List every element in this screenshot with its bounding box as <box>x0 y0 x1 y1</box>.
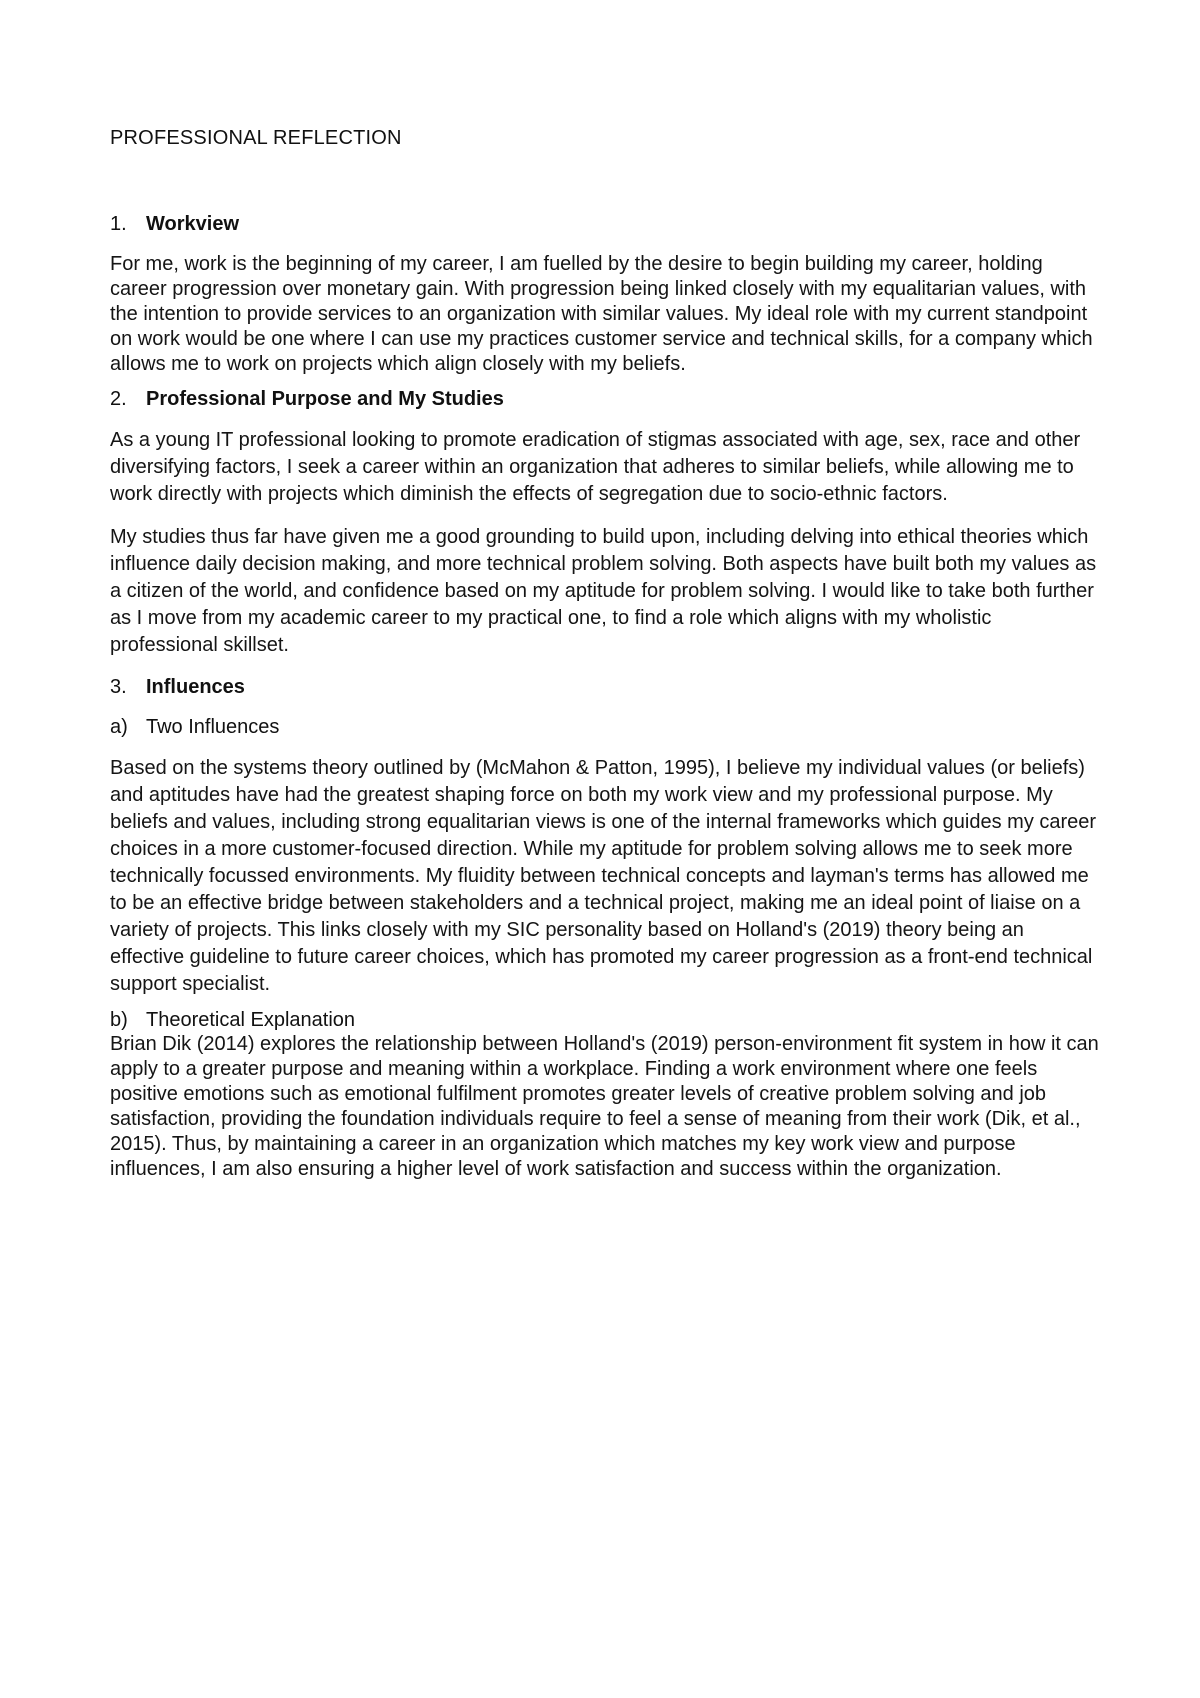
section-heading-professional-purpose <box>110 387 1110 411</box>
workview-paragraph: For me, work is the beginning of my career, I am fuelled by the desire to begin building my career, holding career progression over monetary gain. With progression being linked closely with my equalitarian values, with the intention to provide services to an organization with similar values. My ideal role with my current standpoint on work would be one where I can use my practices customer service and technical skills, for a company which allows me to work on projects which align closely with my beliefs. <box>110 253 1093 375</box>
professional-purpose-paragraph: As a young IT professional looking to promote eradication of stigmas associated with age, sex, race and other diversifying factors, I seek a career within an organization that adheres to similar beliefs, while allowing me to work directly with projects which diminish the effects of segregation due to socio-ethnic factors. <box>110 429 1081 505</box>
theoretical-explanation-paragraph: Brian Dik (2014) explores the relationship between Holland's (2019) person-environment fit system in how it can apply to a greater purpose and meaning within a workplace. Finding a work environment where one feels positive emotions such as emotional fulfilment promotes greater levels of creative problem solving and job satisfaction, providing the foundation individuals require to feel a sense of meaning from their work (Dik, et al., 2015). Thus, by maintaining a career in an organization which matches my key work view and purpose influences, I am also ensuring a higher level of work satisfaction and success within the organization. <box>110 1033 1099 1180</box>
subsection-label: b) <box>110 1009 128 1031</box>
section-heading-workview <box>110 212 1110 236</box>
section-number: 1. <box>110 213 127 235</box>
subsection-title: Theoretical Explanation <box>146 1009 356 1031</box>
subsection-title: Two Influences <box>146 716 280 738</box>
subsection-heading-theoretical-explanation <box>110 1008 1110 1032</box>
document-body <box>110 126 1110 1182</box>
document-title: PROFESSIONAL REFLECTION <box>110 127 402 149</box>
section-title: Professional Purpose and My Studies <box>146 388 504 410</box>
section-heading-influences <box>110 675 1110 699</box>
section-title: Workview <box>146 213 239 235</box>
subsection-label: a) <box>110 716 128 738</box>
section-title: Influences <box>146 676 245 698</box>
two-influences-paragraph: Based on the systems theory outlined by (McMahon & Patton, 1995), I believe my individual values (or beliefs) and aptitudes have had the greatest shaping force on both my work view and my professional purpose. My beliefs and values, including strong equalitarian views is one of the internal frameworks which guides my career choices in a more customer-focused direction. While my aptitude for problem solving allows me to seek more technically focussed environments. My fluidity between technical concepts and layman's terms has allowed me to be an effective bridge between stakeholders and a technical project, making me an ideal point of liaise on a variety of projects. This links closely with my SIC personality based on Holland's (2019) theory being an effective guideline to future career choices, which has promoted my career progression as a front-end technical support specialist. <box>110 757 1097 995</box>
studies-paragraph: My studies thus far have given me a good grounding to build upon, including delving into ethical theories which influence daily decision making, and more technical problem solving. Both aspects have built both my values as a citizen of the world, and confidence based on my aptitude for problem solving. I would like to take both further as I move from my academic career to my practical one, to find a role which aligns with my wholistic professional skillset. <box>110 526 1097 656</box>
section-number: 3. <box>110 676 127 698</box>
section-number: 2. <box>110 388 127 410</box>
subsection-heading-two-influences <box>110 715 1110 739</box>
